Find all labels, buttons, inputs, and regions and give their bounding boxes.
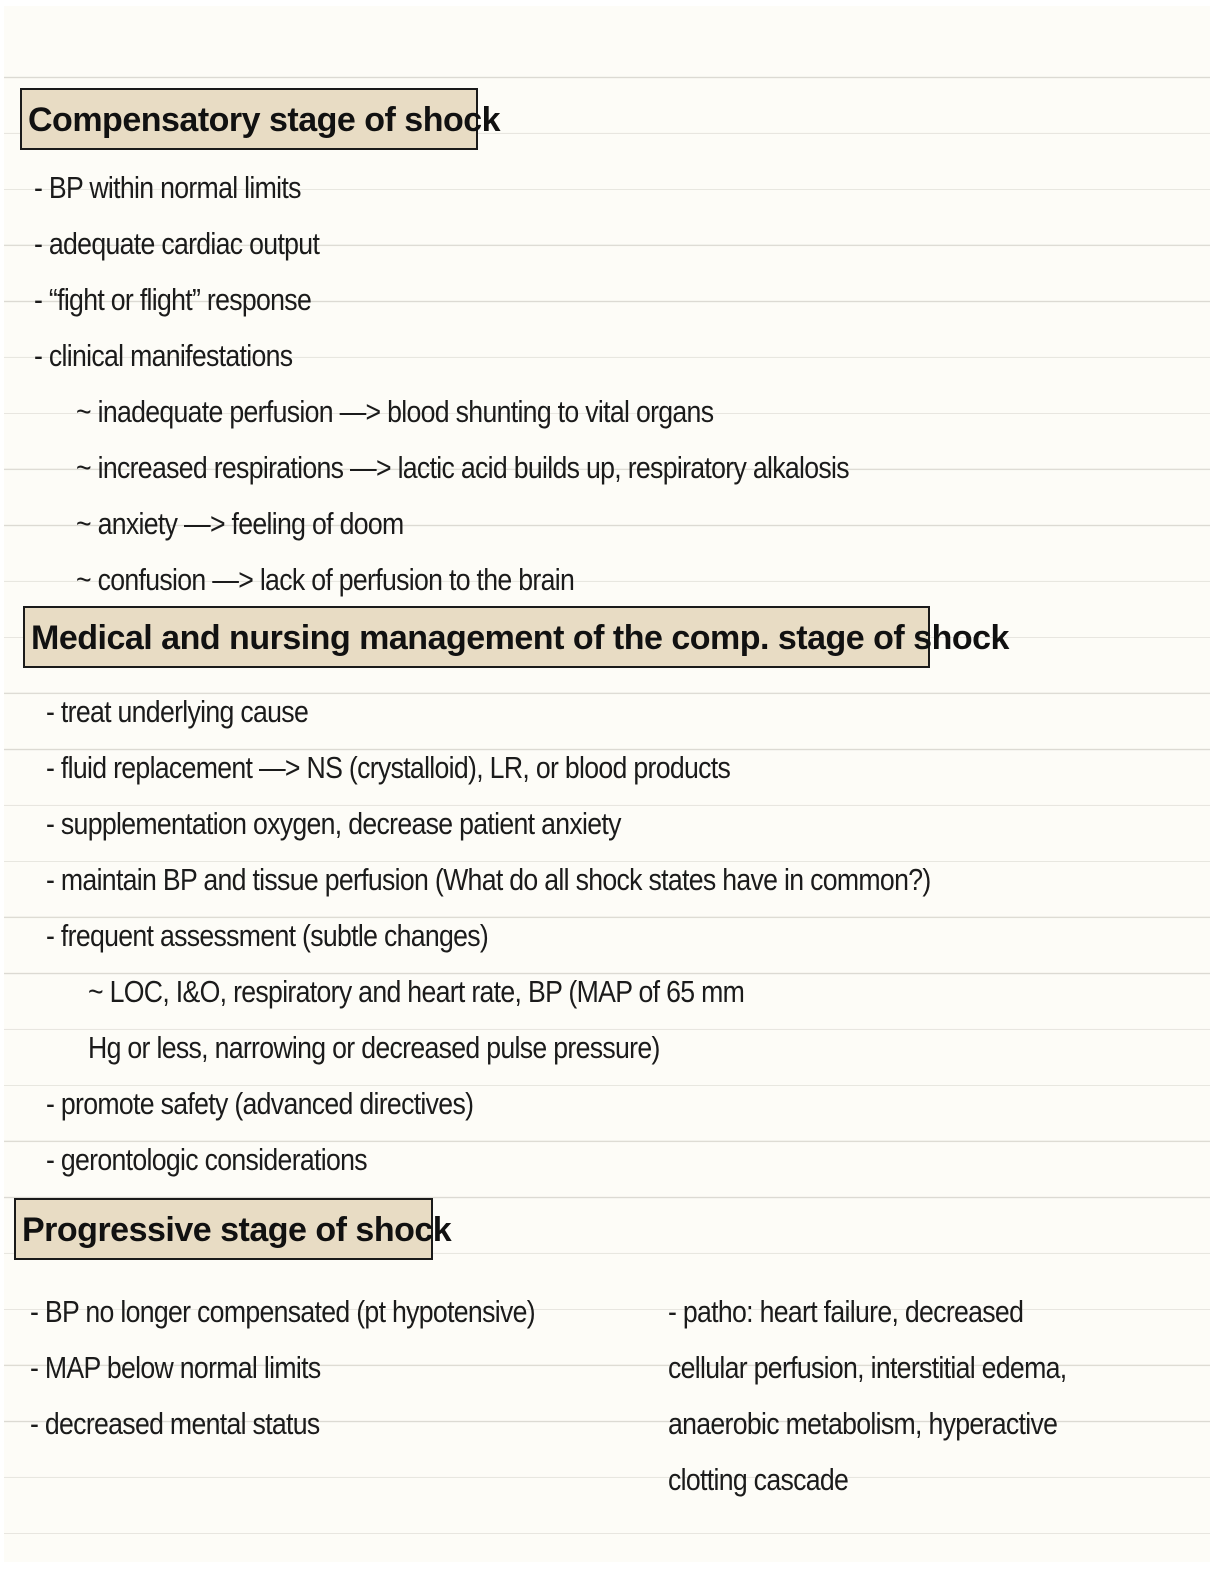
note-subline: ~ anxiety —> feeling of doom <box>76 506 404 541</box>
note-line: - BP within normal limits <box>34 170 301 205</box>
note-line-right: cellular perfusion, interstitial edema, <box>668 1350 1067 1385</box>
note-line-right: - patho: heart failure, decreased <box>668 1294 1024 1329</box>
note-line-right: anaerobic metabolism, hyperactive <box>668 1406 1058 1441</box>
heading-progressive-stage: Progressive stage of shock <box>14 1198 433 1260</box>
note-line: - clinical manifestations <box>34 338 293 373</box>
note-line: - fluid replacement —> NS (crystalloid), LR, or blood products <box>46 750 731 785</box>
note-subline: Hg or less, narrowing or decreased pulse pressure) <box>88 1030 660 1065</box>
note-line: - frequent assessment (subtle changes) <box>46 918 489 953</box>
note-subline: ~ LOC, I&O, respiratory and heart rate, BP (MAP of 65 mm <box>88 974 745 1009</box>
note-line: - gerontologic considerations <box>46 1142 367 1177</box>
note-line: - MAP below normal limits <box>30 1350 321 1385</box>
note-line: - maintain BP and tissue perfusion (What do all shock states have in common?) <box>46 862 931 897</box>
note-subline: ~ increased respirations —> lactic acid builds up, respiratory alkalosis <box>76 450 849 485</box>
heading-management-comp-stage: Medical and nursing management of the comp. stage of shock <box>23 606 930 668</box>
note-line: - promote safety (advanced directives) <box>46 1086 474 1121</box>
note-line: - supplementation oxygen, decrease patient anxiety <box>46 806 621 841</box>
note-line: - BP no longer compensated (pt hypotensive) <box>30 1294 535 1329</box>
note-line: - adequate cardiac output <box>34 226 320 261</box>
note-line: - treat underlying cause <box>46 694 309 729</box>
heading-compensatory-stage: Compensatory stage of shock <box>20 88 478 150</box>
note-subline: ~ inadequate perfusion —> blood shunting to vital organs <box>76 394 714 429</box>
note-line-right: clotting cascade <box>668 1462 849 1497</box>
note-subline: ~ confusion —> lack of perfusion to the brain <box>76 562 575 597</box>
note-line: - decreased mental status <box>30 1406 320 1441</box>
note-line: - “fight or flight” response <box>34 282 312 317</box>
